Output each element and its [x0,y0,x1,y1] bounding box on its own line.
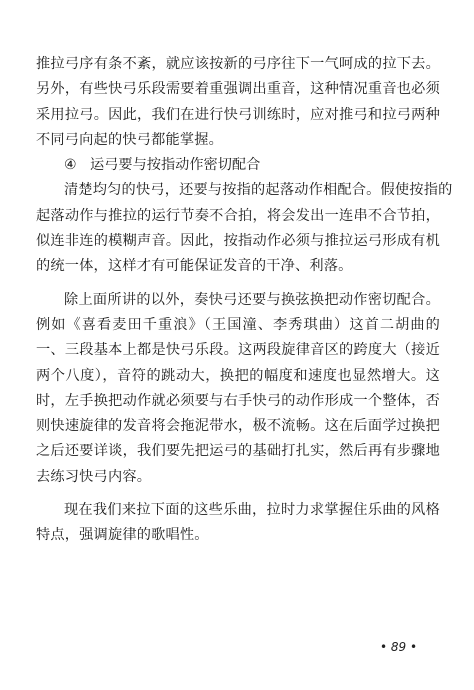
text-line: 之后还要详谈，我们要先把运弓的基础打扎实，然后再有步骤地 [36,443,440,460]
section-title: 运弓要与按指动作密切配合 [90,157,261,174]
text-line: 例如《喜看麦田千重浪》（王国潼、李秀琪曲）这首二胡曲的 [36,316,440,333]
section-heading [36,153,440,178]
text-line: 采用拉弓。因此，我们在进行快弓训练时，应对推弓和拉弓两种 [36,106,440,123]
text-line: 时，左手换把动作就必须要与右手快弓的动作形成一个整体，否 [36,392,440,409]
section-number: ④ [64,157,77,174]
text-line: 起落动作与推拉的运行节奏不合拍，将会发出一连串不合节拍， [36,207,440,224]
text-line: 清楚均匀的快弓，还要与按指的起落动作相配合。假使按指的 [64,182,453,199]
text-line: 两个八度），音符的跳动大，换把的幅度和速度也显然增大。这 [36,367,440,384]
text-line: 去练习快弓内容。 [36,468,152,485]
text-line: 则快速旋律的发音将会拖泥带水，极不流畅。这在后面学过换把 [36,418,440,435]
text-line: 推拉弓序有条不紊，就应该按新的弓序往下一气呵成的拉下去。 [36,56,440,72]
paragraph-gap [36,490,440,498]
text-line: 不同弓向起的快弓都能掌握。 [36,131,224,148]
text-line: 现在我们来拉下面的这些乐曲，拉时力求掌握住乐曲的风格 [64,502,440,519]
page-number: • 89 • [380,640,418,654]
text-line: 的统一体，这样才有可能保证发音的干净、利落。 [36,258,353,275]
paragraph-3 [36,288,440,490]
paragraph-2 [36,178,453,279]
paragraph-1 [36,52,440,153]
text-line: 另外，有些快弓乐段需要着重强调出重音，这种情况重音也必须 [36,81,440,98]
paragraph-gap [36,280,440,288]
text-line: 似连非连的模糊声音。因此，按指动作必须与推拉运弓形成有机 [36,233,440,250]
text-line: 特点，强调旋律的歌唱性。 [36,527,209,544]
page-body [36,52,453,549]
paragraph-4 [36,498,440,549]
text-line: 一、三段基本上都是快弓乐段。这两段旋律音区的跨度大（接近 [36,342,440,359]
text-line: 除上面所讲的以外，奏快弓还要与换弦换把动作密切配合。 [64,291,440,308]
